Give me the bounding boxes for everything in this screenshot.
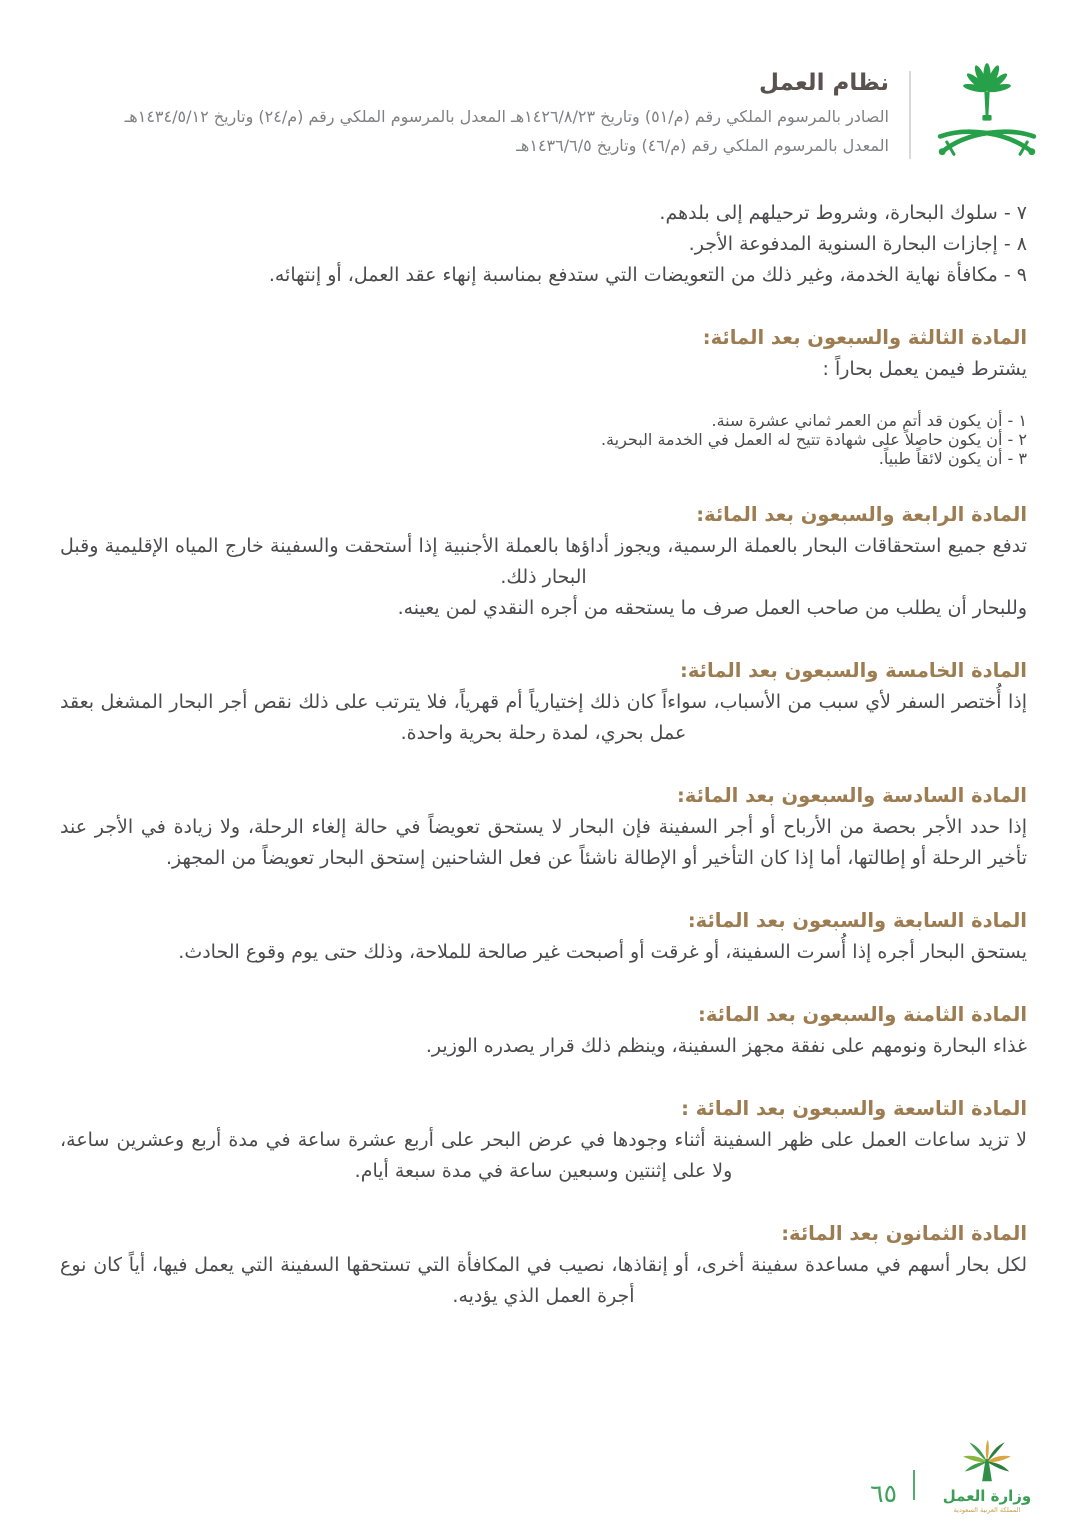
saudi-emblem-icon bbox=[931, 60, 1043, 170]
list-item: ٧ - سلوك البحارة، وشروط ترحيلهم إلى بلدهم. bbox=[659, 202, 1027, 224]
article-173 bbox=[60, 326, 1027, 468]
article-179 bbox=[60, 1097, 1027, 1187]
article-paragraph: غذاء البحارة ونومهم على نفقة مجهز السفينة، وينظم ذلك قرار يصدره الوزير. bbox=[425, 1034, 1027, 1057]
decree-line-1: الصادر بالمرسوم الملكي رقم (م/٥١) وتاريخ ١٤٢٦/٨/٢٣هـ المعدل بالمرسوم الملكي رقم (م/٢٤) وتاريخ ١٤٣٤/٥/١٢هـ bbox=[124, 106, 889, 126]
ministry-palm-icon bbox=[956, 1434, 1018, 1486]
article-paragraph: إذا أُختصر السفر لأي سبب من الأسباب، سواءاً كان ذلك إختيارياً أم قهرياً، فلا يترتب على ذلك نقص أجر البحار المشغل بعقد عمل بحري، لمدة رحلة بحرية واحدة. bbox=[60, 690, 1027, 744]
article-paragraph: يستحق البحار أجره إذا أُسرت السفينة، أو غرقت أو أصبحت غير صالحة للملاحة، وذلك حتى يوم وقوع الحادث. bbox=[178, 940, 1027, 963]
list-item: ٩ - مكافأة نهاية الخدمة، وغير ذلك من التعويضات التي ستدفع بمناسبة إنهاء عقد العمل، أو إنتهائه. bbox=[268, 263, 1027, 286]
article-174 bbox=[60, 503, 1027, 624]
article-176 bbox=[60, 784, 1027, 874]
article-heading: المادة السابعة والسبعون بعد المائة: bbox=[687, 908, 1027, 932]
article-heading: المادة الثمانون بعد المائة: bbox=[781, 1221, 1027, 1245]
ministry-subtitle: المملكة العربية السعودية bbox=[953, 1506, 1021, 1514]
article-paragraph: يشترط فيمن يعمل بحاراً : bbox=[822, 357, 1027, 380]
article-heading: المادة الخامسة والسبعون بعد المائة: bbox=[680, 658, 1027, 682]
article-heading: المادة السادسة والسبعون بعد المائة: bbox=[676, 783, 1027, 807]
page-number-divider bbox=[913, 1470, 915, 1500]
contract-terms-list bbox=[60, 198, 1027, 291]
page-header bbox=[0, 0, 1087, 170]
article-177 bbox=[60, 909, 1027, 968]
article-heading: المادة الرابعة والسبعون بعد المائة: bbox=[696, 502, 1027, 526]
article-paragraph: إذا حدد الأجر بحصة من الأرباح أو أجر السفينة فإن البحار لا يستحق تعويضاً في حالة إلغاء الرحلة، ولا زيادة في الأجر عند تأخير الرحلة أو إطالتها، أما إذا كان التأخير أو الإطالة ناشئاً عن فعل الشاحنين إستحق البحار تعويضاً من المجهز. bbox=[60, 815, 1027, 869]
article-175 bbox=[60, 659, 1027, 749]
article-heading: المادة الثالثة والسبعون بعد المائة: bbox=[702, 325, 1027, 349]
page-number: ٦٥ bbox=[870, 1479, 897, 1508]
article-180 bbox=[60, 1222, 1027, 1312]
list-item: ١ - أن يكون قد أتم من العمر ثماني عشرة سنة. bbox=[711, 410, 1027, 430]
article-heading: المادة التاسعة والسبعون بعد المائة : bbox=[681, 1096, 1027, 1120]
list-item: ٢ - أن يكون حاصلاً على شهادة تتيح له العمل في الخدمة البحرية. bbox=[600, 429, 1027, 449]
page-title: نظام العمل bbox=[759, 69, 889, 96]
header-divider bbox=[909, 71, 911, 159]
page-footer bbox=[870, 1434, 1043, 1515]
ministry-of-labor-logo bbox=[931, 1434, 1043, 1515]
list-item: ٣ - أن يكون لائقاً طبياً. bbox=[878, 448, 1027, 468]
article-paragraph: وللبحار أن يطلب من صاحب العمل صرف ما يستحقه من أجره النقدي لمن يعينه. bbox=[397, 596, 1027, 619]
document-body bbox=[0, 170, 1087, 1311]
article-paragraph: لكل بحار أسهم في مساعدة سفينة أخرى، أو إنقاذها، نصيب في المكافأة التي تستحقها السفينة التي يعمل فيها، أياً كان نوع أجرة العمل الذي يؤديه. bbox=[60, 1253, 1027, 1307]
article-paragraph: لا تزيد ساعات العمل على ظهر السفينة أثناء وجودها في عرض البحر على أربع عشرة ساعة في مدة أربع وعشرين ساعة، ولا على إثنتين وسبعين ساعة في مدة سبعة أيام. bbox=[60, 1128, 1027, 1182]
article-paragraph: تدفع جميع استحقاقات البحار بالعملة الرسمية، ويجوز أداؤها بالعملة الأجنبية إذا أستحقت والسفينة خارج المياه الإقليمية وقبل البحار ذلك. bbox=[60, 534, 1027, 588]
article-178 bbox=[60, 1003, 1027, 1062]
decree-line-2: المعدل بالمرسوم الملكي رقم (م/٤٦) وتاريخ ١٤٣٦/٦/٥هـ bbox=[516, 135, 889, 155]
list-item: ٨ - إجازات البحارة السنوية المدفوعة الأجر. bbox=[688, 232, 1027, 255]
ministry-name: وزارة العمل bbox=[942, 1486, 1032, 1505]
seafarer-conditions-list bbox=[60, 411, 1027, 468]
article-heading: المادة الثامنة والسبعون بعد المائة: bbox=[698, 1002, 1027, 1026]
